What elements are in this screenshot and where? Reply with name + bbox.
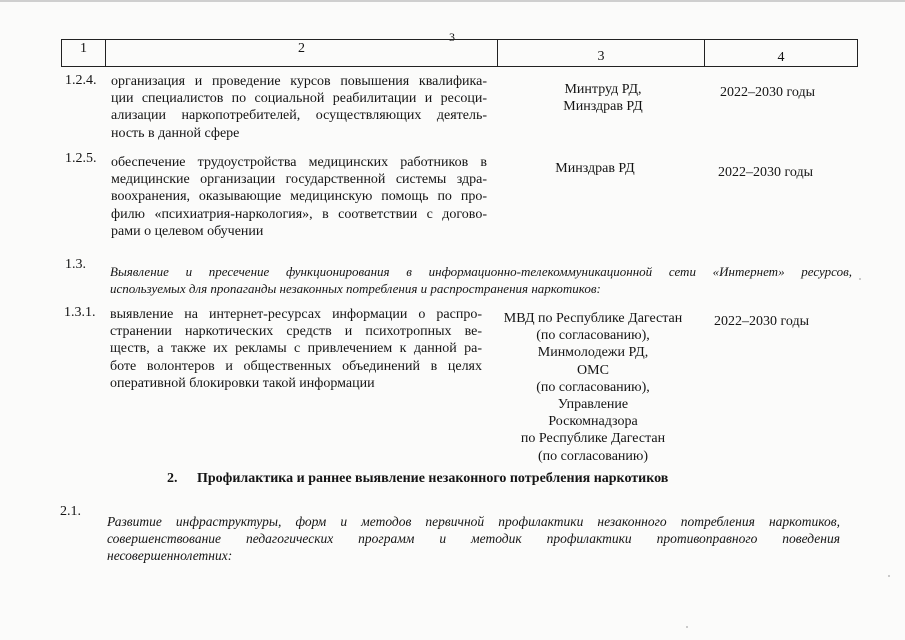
- text-line: ность в данной сфере: [111, 125, 240, 141]
- scan-speck: [888, 575, 890, 577]
- executor-line: (по согласованию),: [536, 328, 650, 344]
- executor-line: (по согласованию): [537, 448, 649, 464]
- row-period: 2022–2030 годы: [714, 314, 810, 329]
- row-period: 2022–2030 годы: [720, 85, 816, 100]
- text-line: воохранения, оказывающие медицинскую помощь по про-: [111, 189, 487, 205]
- scan-speck: [859, 278, 861, 280]
- text-line: несовершеннолетних:: [107, 548, 233, 564]
- row-executor: [508, 81, 698, 115]
- executor-line: Минздрав РД: [563, 99, 643, 115]
- text-line: оперативной блокировки такой информации: [110, 375, 375, 391]
- executor-line: МВД по Республике Дагестан: [503, 311, 683, 326]
- row-period: 2022–2030 годы: [718, 165, 814, 180]
- scan-top-edge: [0, 0, 905, 2]
- row-executor: [493, 310, 693, 465]
- text-line: совершенствование педагогических программ и методик профилактики противоправного поведения: [107, 531, 840, 547]
- text-line: филю «психиатрия-наркология», в соответствии с догово-: [111, 206, 487, 222]
- text-line: ществ, а также их рекламы с привлечением к данной ра-: [110, 341, 482, 357]
- text-line: странении наркотических средств и психотропных ве-: [110, 324, 482, 340]
- text-line: боте волонтеров и общественных объединений в целях: [110, 358, 482, 374]
- section-title: Профилактика и раннее выявление незаконного потребления наркотиков: [197, 471, 669, 486]
- row-executor: [500, 160, 690, 177]
- row-description: [110, 306, 482, 392]
- executor-line: по Республике Дагестан: [520, 431, 666, 447]
- text-line: организация и проведение курсов повышения квалифика-: [111, 74, 487, 89]
- column-header-1: 1: [62, 40, 106, 66]
- text-line: используемых для пропаганды незаконных потребления и распространения наркотиков:: [110, 281, 601, 297]
- row-number: 1.2.4.: [65, 73, 97, 88]
- executor-line: ОМС: [577, 362, 609, 378]
- text-line: ции специалистов по социальной реабилитации и ресоци-: [111, 91, 487, 107]
- section-number: 2.: [167, 471, 178, 486]
- executor-line: Роскомнадзора: [548, 414, 638, 430]
- page-number: 3: [449, 30, 455, 44]
- text-line: Развитие инфраструктуры, форм и методов первичной профилактики незаконного потребления наркотиков,: [107, 514, 840, 529]
- text-line: выявление на интернет-ресурсах информации о распро-: [110, 307, 482, 322]
- row-description: [111, 73, 487, 142]
- text-line: медицинские организации государственной системы здра-: [111, 172, 487, 188]
- column-header-2: 2: [106, 40, 498, 66]
- row-number: 1.3.: [65, 257, 86, 272]
- executor-line: (по согласованию),: [536, 379, 650, 395]
- row-number: 1.2.5.: [65, 151, 97, 166]
- text-line: обеспечение трудоустройства медицинских работников в: [111, 155, 487, 170]
- executor-line: Минтруд РД,: [564, 82, 642, 97]
- row-description: [111, 154, 487, 240]
- column-header-3: 3: [498, 40, 705, 66]
- executor-line: Управление: [557, 397, 629, 413]
- executor-line: Минмолодежи РД,: [537, 345, 649, 361]
- scan-speck: [686, 626, 688, 628]
- column-header-4: 4: [777, 50, 785, 65]
- row-number: 1.3.1.: [64, 305, 96, 320]
- row-number: 2.1.: [60, 504, 81, 519]
- text-line: рами о целевом обучении: [111, 223, 264, 239]
- row-description: [107, 513, 840, 565]
- row-description: [110, 263, 852, 297]
- column-header-row: [61, 39, 858, 67]
- text-line: Выявление и пресечение функционирования в информационно-телекоммуникационной сети «Интернет» ресурсов,: [110, 264, 852, 279]
- executor-line: Минздрав РД: [555, 161, 635, 176]
- text-line: ализации наркопотребителей, осуществляющих деятель-: [111, 108, 487, 124]
- section-heading: [167, 471, 668, 487]
